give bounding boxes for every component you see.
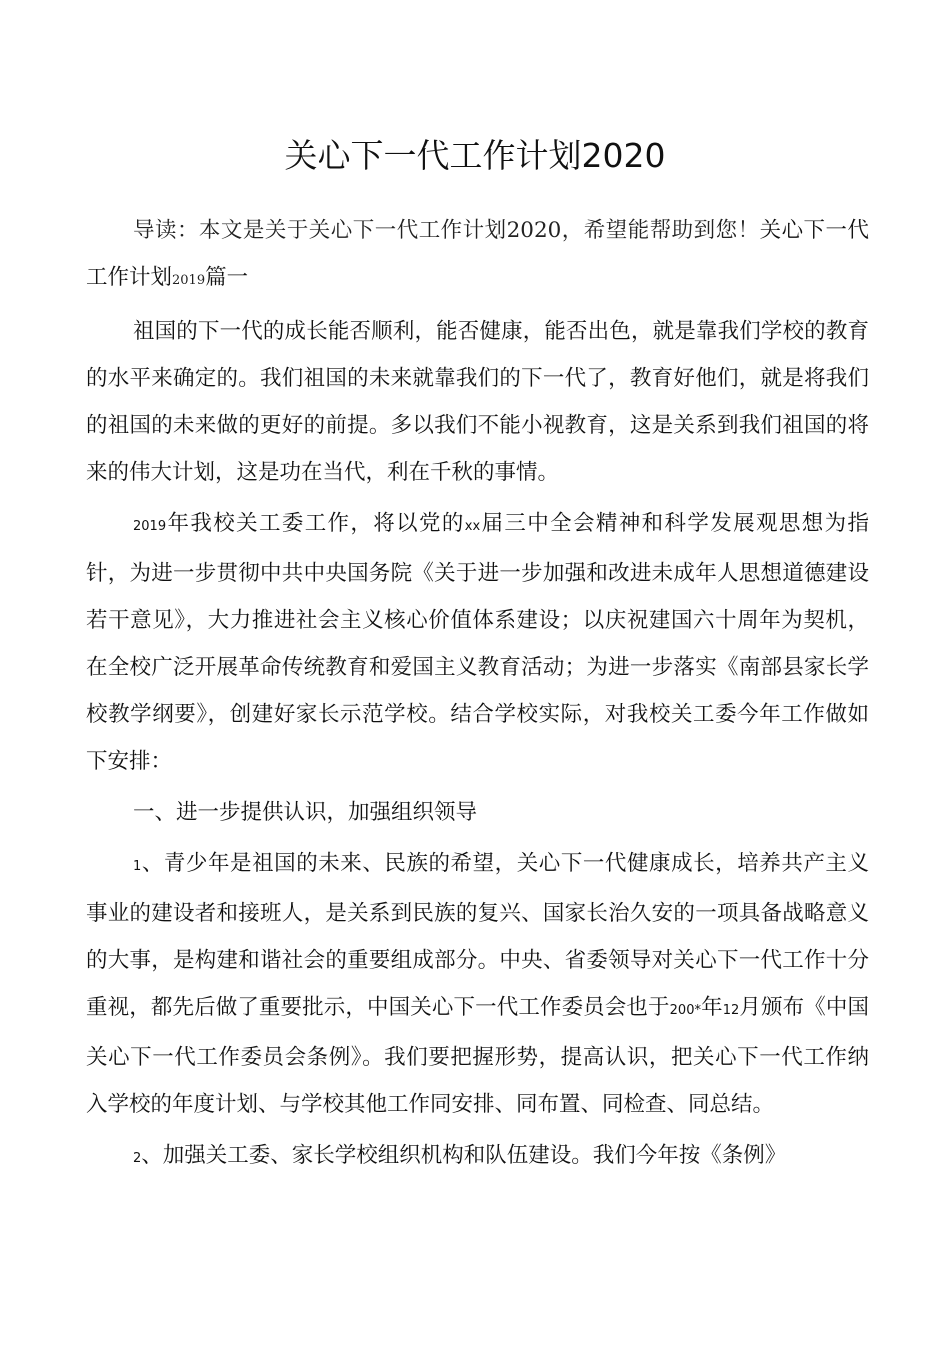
paragraph-2 [86, 500, 869, 785]
intro-paragraph [86, 207, 869, 304]
paragraph-3-year: 200* [669, 1003, 701, 1018]
paragraph-2-year: 2019 [133, 519, 167, 534]
document-body [86, 207, 869, 1182]
paragraph-3-text-a: 、青少年是祖国的未来、民族的希望，关心下一代健康成长，培养共产主义事业的建设者和接班人，是关系到民族的复兴、国家长治久安的一项具备战略意义的大事，是构建和谐社会的重要组成部分。中央、省委领导对关心下一代工作十分重视，都先后做了重要批示，中国关心下一代工作委员会也于 [86, 851, 869, 1020]
document-title: 关心下一代工作计划2020 [284, 136, 666, 175]
paragraph-4-text: 、加强关工委、家长学校组织机构和队伍建设。我们今年按《条例》 [141, 1143, 787, 1168]
paragraph-3-num: 1 [133, 859, 142, 874]
intro-tail-a: 关心下一代工作计划 [86, 218, 869, 290]
paragraph-1: 祖国的下一代的成长能否顺利，能否健康，能否出色，就是靠我们学校的教育的水平来确定的。我们祖国的未来就靠我们的下一代了，教育好他们，就是将我们的祖国的未来做的更好的前提。多以我们不能小视教育，这是关系到我们祖国的将来的伟大计划，这是功在当代，利在千秋的事情。 [86, 319, 869, 485]
paragraph-2-text-b: 届三中全会精神和科学发展观思想为指针，为进一步贯彻中共中央国务院《关于进一步加强和改进未成年人思想道德建设若干意见》，大力推进社会主义核心价值体系建设；以庆祝建国六十周年为契机，在全校广泛开展革命传统教育和爱国主义教育活动；为进一步落实《南部县家长学校教学纲要》，创建好家长示范学校。结合学校实际，对我校关工委今年工作做如下安排： [86, 511, 869, 774]
paragraph-3-month: 12 [722, 1003, 740, 1018]
paragraph-2-xx: xx [464, 519, 481, 534]
paragraph-3-text-b: 年 [700, 995, 723, 1020]
paragraph-4-num: 2 [133, 1151, 142, 1166]
intro-lead: 导读：本文是关于关心下一代工作计划2020，希望能帮助到您！ [133, 218, 760, 243]
intro-tail-b: 篇一 [205, 265, 249, 290]
paragraph-4 [86, 1132, 869, 1182]
paragraph-2-text-a: 年我校关工委工作，将以党的 [166, 511, 465, 536]
paragraph-3 [86, 840, 869, 1128]
section-heading-1: 一、进一步提供认识，加强组织领导 [133, 800, 478, 825]
paragraph-3-text-c: 月颁布《中国关心下一代工作委员会条例》。我们要把握形势，提高认识，把关心下一代工作纳入学校的年度计划、与学校其他工作同安排、同布置、同检查、同总结。 [86, 995, 869, 1117]
intro-tail-year: 2019 [172, 273, 206, 288]
